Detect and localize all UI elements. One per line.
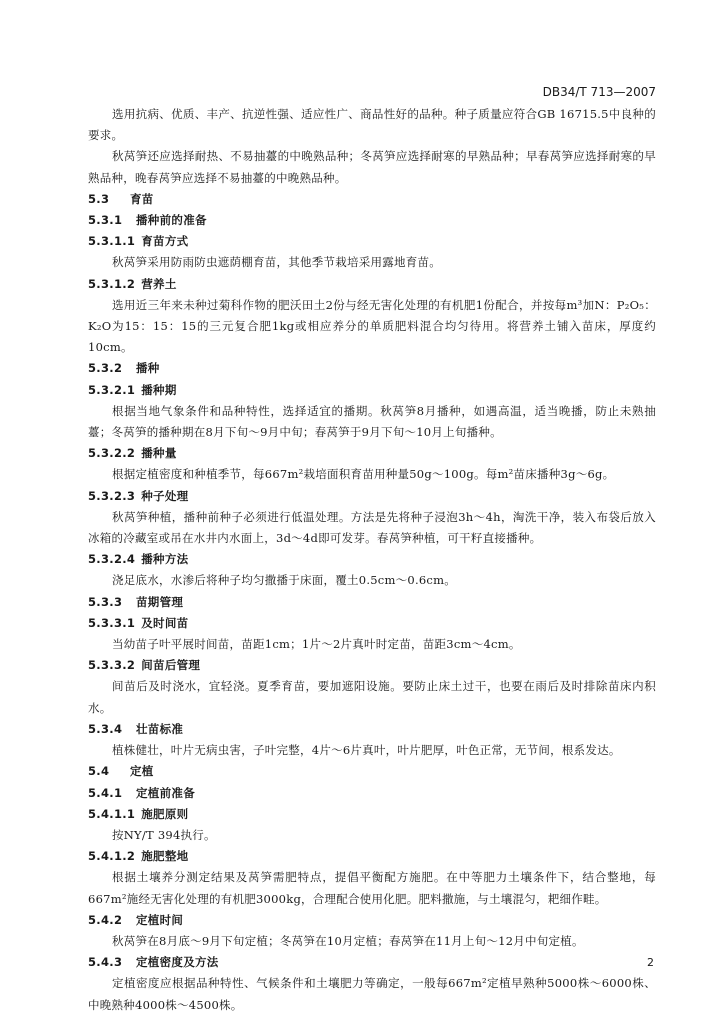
document-code-header: DB34/T 713—2007 [542,85,656,99]
section-heading [88,358,656,379]
section-heading [88,613,656,634]
section-number: 5.3.2.4 [88,552,136,567]
section-title: 壮苗标准 [136,721,184,736]
section-number: 5.3.3.2 [88,658,136,673]
body-paragraph: 秋莴笋采用防雨防虫遮荫棚育苗，其他季节栽培采用露地育苗。 [112,255,441,270]
body-paragraph: 根据土壤养分测定结果及莴笋需肥特点，提倡平衡配方施肥。在中等肥力土壤条件下，结合整地，每667m²施经无害化处理的有机肥3000kg，合理配合使用化肥。肥料撒施，与土壤混匀，耙细作畦。 [88,870,656,906]
section-title: 间苗后管理 [141,658,201,673]
section-title: 播种量 [141,446,177,461]
body-paragraph: 浇足底水，水渗后将种子均匀撒播于床面，覆土0.5cm～0.6cm。 [112,573,457,588]
section-number: 5.3.2.1 [88,382,136,397]
section-number: 5.4.2 [88,912,123,927]
section-heading [88,952,656,973]
header-rule [90,101,656,102]
body-paragraph: 根据当地气象条件和品种特性，选择适宜的播期。秋莴笋8月播种，如遇高温，适当晚播，防止未熟抽薹；冬莴笋的播种期在8月下旬～9月中旬；春莴笋于9月下旬～10月上旬播种。 [88,403,656,440]
section-number: 5.3.2.2 [88,446,136,461]
section-number: 5.3.1.1 [88,234,136,249]
body-paragraph: 定植密度应根据品种特性、气候条件和土壤肥力等确定，一般每667m²定植早熟种5000株～6000株、中晚熟种4000株～4500株。 [88,976,656,1012]
section-heading [88,274,656,295]
section-number: 5.3.2 [88,361,123,376]
section-heading [88,231,656,252]
section-title: 定植 [130,764,154,779]
body-paragraph: 间苗后及时浇水，宜轻浇。夏季育苗，要加遮阳设施。要防止床土过干，也要在雨后及时排除苗床内积水。 [88,679,656,715]
section-heading [88,783,656,804]
body-paragraph: 秋莴笋种植，播种前种子必须进行低温处理。方法是先将种子浸泡3h～4h，淘洗干净，装入布袋后放入冰箱的冷藏室或吊在水井内水面上，3d～4d即可发芽。春莴笋种植，可干籽直接播种。 [88,509,656,546]
body-paragraph: 按NY/T 394执行。 [112,827,216,842]
section-heading [88,189,656,210]
section-number: 5.3.3 [88,594,123,609]
section-number: 5.3.4 [88,721,123,736]
section-title: 育苗 [130,191,154,206]
section-number: 5.3 [88,191,110,206]
section-title: 苗期管理 [136,594,184,609]
section-title: 定植时间 [136,912,184,927]
section-title: 播种前的准备 [136,213,207,228]
section-title: 播种方法 [141,552,189,567]
page-number: 2 [647,956,654,969]
section-number: 5.3.3.1 [88,615,136,630]
document-body [88,104,656,1016]
section-number: 5.4.1.1 [88,806,136,821]
body-paragraph: 秋莴笋还应选择耐热、不易抽薹的中晚熟品种；冬莴笋应选择耐寒的早熟品种；早春莴笋应选择耐寒的早熟品种，晚春莴笋应选择不易抽薹的中晚熟品种。 [88,149,656,185]
section-heading [88,655,656,676]
body-paragraph: 选用近三年来未种过菊科作物的肥沃田土2份与经无害化处理的有机肥1份配合，并按每m³加N：P₂O₅：K₂O为15：15：15的三元复合肥1kg或相应养分的单质肥料混合均匀待用。将营养土铺入苗床，厚度约10cm。 [88,297,656,355]
section-number: 5.3.2.3 [88,488,136,503]
section-title: 播种期 [141,382,177,397]
body-paragraph: 根据定植密度和种植季节，每667m²栽培面积育苗用种量50g～100g。每m²苗床播种3g～6g。 [112,467,615,482]
section-heading [88,549,656,570]
section-number: 5.4.1 [88,785,123,800]
section-heading [88,380,656,401]
section-title: 种子处理 [141,488,189,503]
section-title: 及时间苗 [141,615,189,630]
section-number: 5.4.1.2 [88,849,136,864]
section-number: 5.3.1 [88,213,123,228]
section-title: 施肥原则 [141,806,189,821]
section-title: 定植密度及方法 [136,955,219,970]
body-paragraph: 植株健壮，叶片无病虫害，子叶完整，4片～6片真叶，叶片肥厚，叶色正常，无节间，根系发达。 [112,743,621,758]
section-title: 施肥整地 [141,849,189,864]
section-number: 5.4.3 [88,955,123,970]
section-heading [88,210,656,231]
section-heading [88,592,656,613]
section-title: 育苗方式 [141,234,189,249]
body-paragraph: 当幼苗子叶平展时间苗，苗距1cm；1片～2片真叶时定苗，苗距3cm～4cm。 [112,637,521,652]
section-heading [88,443,656,464]
section-heading [88,910,656,931]
body-paragraph: 选用抗病、优质、丰产、抗逆性强、适应性广、商品性好的品种。种子质量应符合GB 16715.5中良种的要求。 [88,107,656,143]
section-number: 5.3.1.2 [88,276,136,291]
section-heading [88,804,656,825]
section-heading [88,761,656,782]
section-heading [88,486,656,507]
body-paragraph: 秋莴笋在8月底～9月下旬定植；冬莴笋在10月定植；春莴笋在11月上旬～12月中旬定植。 [112,933,584,948]
section-number: 5.4 [88,764,110,779]
section-title: 定植前准备 [136,785,195,800]
section-title: 播种 [136,361,160,376]
section-title: 营养土 [141,276,177,291]
section-heading [88,719,656,740]
section-heading [88,846,656,867]
